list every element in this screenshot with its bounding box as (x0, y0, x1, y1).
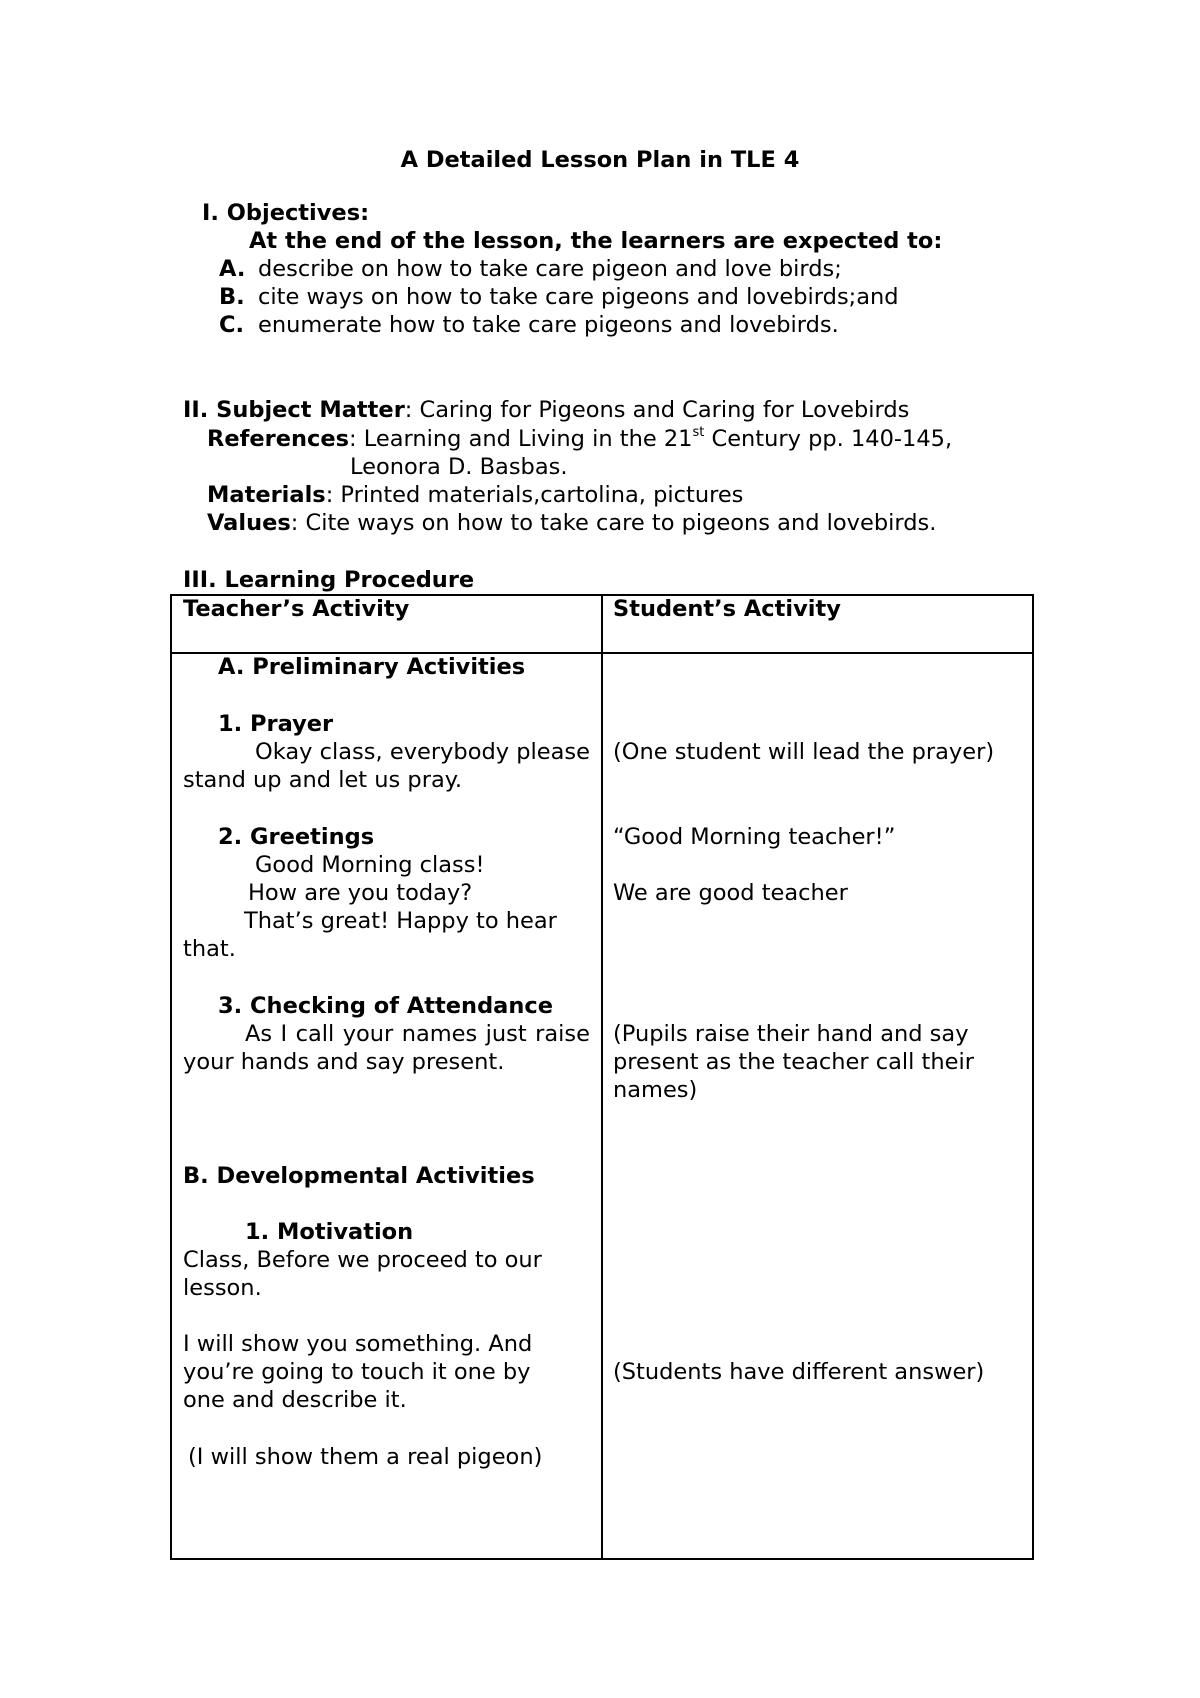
motivation-heading: 1. Motivation (245, 1219, 414, 1245)
greetings-line-1: Good Morning class! (255, 852, 485, 878)
table-left-border (170, 594, 172, 1560)
motivation-student-response: (Students have different answer) (613, 1359, 985, 1385)
objective-c-letter: C. (219, 312, 245, 338)
objectives-intro: At the end of the lesson, the learners are expected to: (249, 228, 943, 254)
subject-matter-text: Caring for Pigeons and Caring for Lovebirds (419, 397, 910, 423)
objectives-heading: I. Objectives: (202, 200, 370, 226)
subject-matter-line: II. Subject Matter: Caring for Pigeons and Caring for Lovebirds (183, 397, 910, 423)
teacher-activity-header: Teacher’s Activity (183, 596, 410, 622)
attendance-student-response: (Pupils raise their hand and say present as the teacher call their names) (613, 1021, 974, 1103)
objective-c-text: enumerate how to take care pigeons and lovebirds. (258, 312, 839, 338)
objective-a-letter: A. (219, 256, 246, 282)
greetings-heading: 2. Greetings (218, 824, 375, 850)
materials-line: Materials: Printed materials,cartolina, pictures (207, 482, 744, 508)
table-column-divider (601, 594, 603, 1560)
prayer-text: Okay class, everybody please stand up and let us pray. (183, 739, 590, 793)
greetings-line-2: How are you today? (248, 880, 473, 906)
references-label: References (207, 426, 349, 452)
prayer-heading: 1. Prayer (218, 711, 334, 737)
wellbeing-student-response: We are good teacher (613, 880, 848, 906)
table-right-border (1032, 594, 1034, 1560)
motivation-text: Class, Before we proceed to our lesson. (183, 1247, 542, 1301)
student-activity-header: Student’s Activity (613, 596, 841, 622)
values-label: Values (207, 510, 291, 536)
document-title: A Detailed Lesson Plan in TLE 4 (400, 147, 800, 173)
references-author: Leonora D. Basbas. (350, 454, 568, 480)
objective-b-letter: B. (219, 284, 245, 310)
developmental-activities-heading: B. Developmental Activities (183, 1163, 535, 1189)
procedure-heading: III. Learning Procedure (183, 567, 475, 593)
greetings-line-3: That’s great! Happy to hear (244, 908, 557, 934)
prayer-student-response: (One student will lead the prayer) (613, 739, 995, 765)
show-something-text: I will show you something. And you’re going to touch it one by one and describe it. (183, 1331, 533, 1413)
values-line: Values: Cite ways on how to take care to pigeons and lovebirds. (207, 510, 937, 536)
objective-b-text: cite ways on how to take care pigeons and lovebirds;and (258, 284, 899, 310)
attendance-text: As I call your names just raise your hands and say present. (183, 1021, 590, 1075)
subject-matter-label: II. Subject Matter (183, 397, 405, 423)
objective-a-text: describe on how to take care pigeon and love birds; (258, 256, 842, 282)
greetings-line-4: that. (183, 936, 236, 962)
greetings-student-response: “Good Morning teacher!” (613, 824, 896, 850)
real-pigeon-note: (I will show them a real pigeon) (188, 1444, 543, 1470)
preliminary-activities-heading: A. Preliminary Activities (218, 654, 526, 680)
materials-label: Materials (207, 482, 326, 508)
references-line: References: Learning and Living in the 21st Century pp. 140-145, (207, 424, 953, 452)
attendance-heading: 3. Checking of Attendance (218, 993, 553, 1019)
